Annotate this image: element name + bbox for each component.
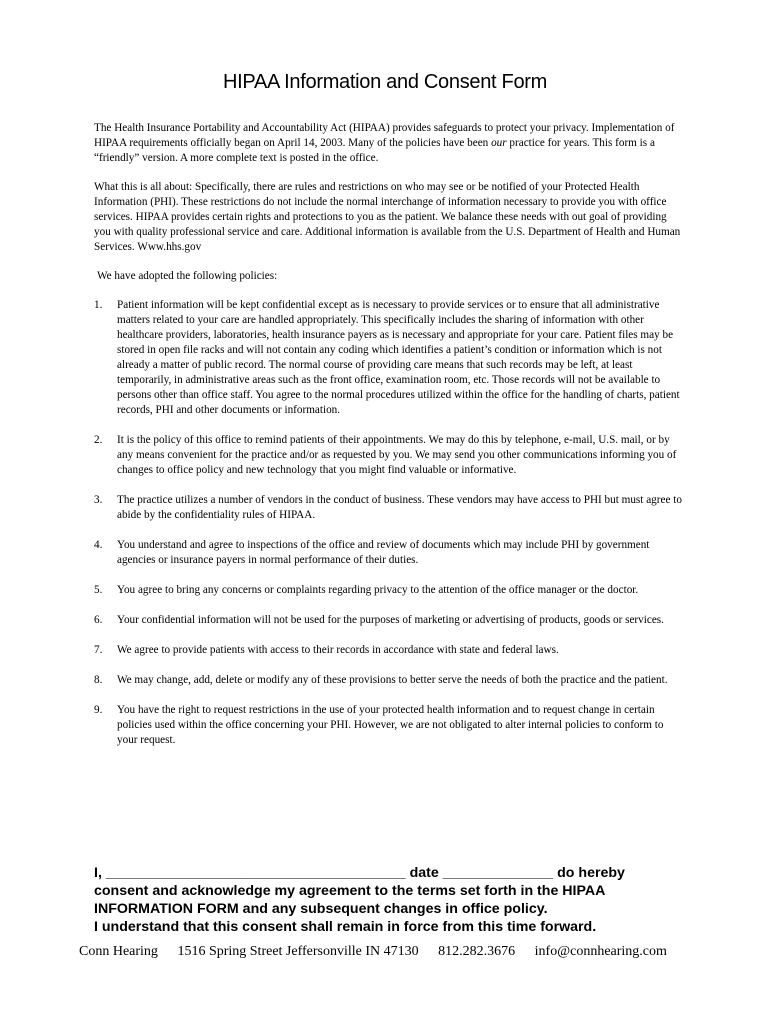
policy-text: You understand and agree to inspections of the office and review of documents which may include PHI by government agencies or insurance payers in normal performance of their duties. <box>117 539 650 566</box>
policy-item <box>94 538 684 568</box>
policy-text: We agree to provide patients with access to their records in accordance with state and federal laws. <box>117 644 559 656</box>
policy-item <box>94 643 684 658</box>
business-address: 1516 Spring Street Jeffersonville IN 47130 <box>177 944 419 959</box>
consent-signature-line[interactable]: I, ______________________________________ date ______________ do hereby <box>94 865 625 881</box>
policy-number: 9. <box>94 704 103 716</box>
intro-paragraph-about: What this is all about: Specifically, there are rules and restrictions on who may see or be notified of your Protected Health Information (PHI). These restrictions do not include the normal interchange of information necessary to provide you with office services. HIPAA provides certain rights and protections to you as the patient. We balance these needs with out goal of providing you with quality professional service and care. Additional information is available from the U.S. Department of Health and Human Services. Www.hhs.gov <box>94 181 681 253</box>
consent-line: INFORMATION FORM and any subsequent changes in office policy. <box>94 901 548 917</box>
intro-paragraph-privacy <box>94 121 684 166</box>
policy-text: It is the policy of this office to remind patients of their appointments. We may do this by telephone, e-mail, U.S. mail, or by any means convenient for the practice and/or as requested by you. We may send you other communications informing you of changes to office policy and new technology that you might find valuable or informative. <box>117 434 677 476</box>
policy-number: 8. <box>94 674 103 686</box>
policy-number: 5. <box>94 584 103 596</box>
consent-statement <box>94 864 694 936</box>
intro-italic-word: our <box>491 137 507 149</box>
policy-number: 1. <box>94 299 103 311</box>
policies-list <box>94 298 684 748</box>
policy-text: You agree to bring any concerns or complaints regarding privacy to the attention of the office manager or the doctor. <box>117 584 639 596</box>
policy-item <box>94 583 684 598</box>
policy-text: Patient information will be kept confidential except as is necessary to provide services or to ensure that all administrative matters related to your care are handled appropriately. This specifically includes the sharing of information with other healthcare providers, laboratories, health insurance payers as is necessary and appropriate for your care. Patient files may be stored in open file racks and will not contain any coding which identifies a patient’s condition or information which is not already a matter of public record. The normal course of providing care means that such records may be left, at least temporarily, in administrative areas such as the front office, examination room, etc. Those records will not be available to persons other than office staff. You agree to the normal procedures utilized within the office for the handling of charts, patient records, PHI and other documents or information. <box>117 299 680 416</box>
policy-item <box>94 433 684 478</box>
page-title: HIPAA Information and Consent Form <box>222 71 548 94</box>
policy-number: 4. <box>94 539 103 551</box>
intro-text-start: The Health Insurance Portability and Accountability Act (HIPAA) provides safeguards to protect your privacy. Implementation of HIPAA requirements officially began on April 14, 2003. Many of the policies have been <box>94 122 675 149</box>
consent-line: consent and acknowledge my agreement to the terms set forth in the HIPAA <box>94 883 606 899</box>
policies-intro: We have adopted the following policies: <box>97 270 278 282</box>
consent-line: I understand that this consent shall remain in force from this time forward. <box>94 919 597 935</box>
policy-number: 2. <box>94 434 103 446</box>
policy-item <box>94 703 684 748</box>
intro-text-end: practice for years. This form is a “friendly” version. A more complete text is posted in the office. <box>94 137 655 164</box>
business-email: info@connhearing.com <box>534 944 667 959</box>
policy-text: You have the right to request restrictions in the use of your protected health information and to request change in certain policies used within the office concerning your PHI. However, we are not obligated to alter internal policies to conform to your request. <box>117 704 664 746</box>
policy-number: 3. <box>94 494 103 506</box>
policy-item <box>94 493 684 523</box>
policy-item <box>94 613 684 628</box>
policy-text: We may change, add, delete or modify any of these provisions to better serve the needs of both the practice and the patient. <box>117 674 668 686</box>
policy-number: 7. <box>94 644 103 656</box>
business-name: Conn Hearing <box>79 944 158 959</box>
policy-text: Your confidential information will not be used for the purposes of marketing or advertising of products, goods or services. <box>117 614 664 626</box>
policy-item <box>94 298 684 418</box>
footer-contact <box>79 944 719 960</box>
business-phone: 812.282.3676 <box>438 944 516 959</box>
policy-number: 6. <box>94 614 103 626</box>
policy-item <box>94 673 684 688</box>
policy-text: The practice utilizes a number of vendors in the conduct of business. These vendors may have access to PHI but must agree to abide by the confidentiality rules of HIPAA. <box>117 494 682 521</box>
